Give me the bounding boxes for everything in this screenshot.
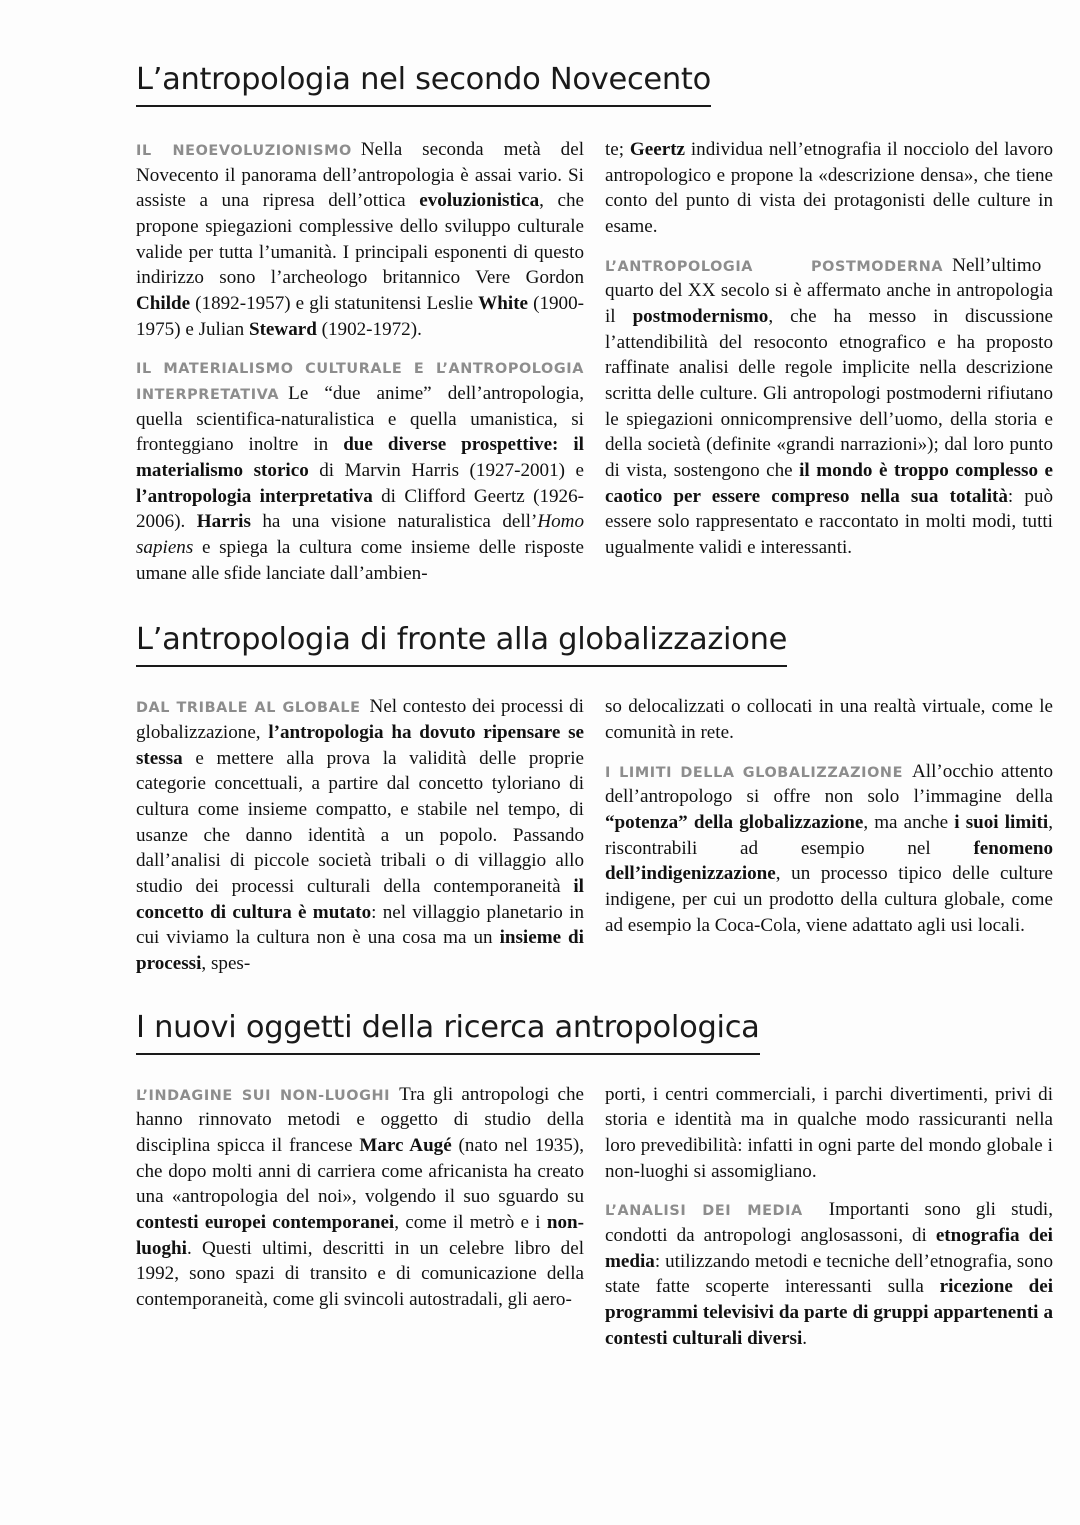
paragraph: [136, 1082, 584, 1313]
section-heading-wrap: [136, 622, 1053, 667]
section-heading-wrap: [136, 62, 1053, 107]
page-content: [136, 62, 1053, 1351]
paragraph-text: te; Geertz individua nell’etnografia il nocciolo del lavoro antropologico e propone la «descrizione densa», che tiene conto del punto di vista dei protagonisti delle culture in esame.: [605, 138, 1053, 237]
section-globalizzazione: [136, 622, 1053, 976]
paragraph-text: so delocalizzati o collocati in una realtà virtuale, come le comunità in rete.: [605, 696, 1053, 744]
paragraph: [605, 1082, 1053, 1185]
column-right: [605, 1082, 1053, 1352]
section-heading: L’antropologia di fronte alla globalizzazione: [136, 622, 787, 667]
two-column-body: [136, 694, 1053, 976]
column-right: [605, 137, 1053, 586]
paragraph-lead-label: L’ANALISI DEI MEDIA: [605, 1203, 803, 1220]
section-nuovi-oggetti: [136, 1010, 1053, 1352]
paragraph: [136, 355, 584, 586]
section-secondo-novecento: [136, 62, 1053, 586]
column-left: [136, 694, 584, 976]
paragraph: [605, 253, 1053, 561]
paragraph-text: Nel contesto dei processi di globalizzazione, l’antropologia ha dovuto ripensare se stessa e mettere alla prova la validità delle proprie categorie concettuali, a partire dal concetto tyloriano di cultura come insieme compatto, e stabile nel tempo, di usanze che danno identità a un popolo. Passando dall’analisi di piccole società tribali o di villaggio allo studio dei processi culturali della contemporaneità il concetto di cultura è mutato: nel villaggio planetario in cui viviamo la cultura non è una cosa ma un insieme di processi, spes-: [136, 696, 584, 975]
paragraph-lead-label: IL NEOEVOLUZIONISMO: [136, 142, 352, 159]
paragraph-text: Nella seconda metà del Novecento il panorama dell’antropologia è assai vario. Si assiste a una ripresa dell’ottica evoluzionistica, che propone spiegazioni complessive dello sviluppo culturale valide per tutta l’umanità. I principali esponenti di questo indirizzo sono l’archeologo britannico Vere Gordon Childe (1892-1957) e gli statunitensi Leslie White (1900-1975) e Julian Steward (1902-1972).: [136, 138, 584, 340]
paragraph: [605, 694, 1053, 745]
paragraph-text: Nell’ultimo quarto del XX secolo si è affermato anche in antropologia il postmodernismo, che ha messo in discussione l’attendibilità del resoconto etnografico e ha proposto raffinate analisi delle regole implicite nella descrizione scritta delle culture. Gli antropologi postmoderni rifiutano le spiegazioni onnicomprensive dell’uomo, della storia e della società (definite «grandi narrazioni»); dal loro punto di vista, sostengono che il mondo è troppo complesso e caotico per essere compreso nella sua totalità: può essere solo rappresentato e raccontato in molti modi, tutti ugualmente validi e interessanti.: [605, 254, 1053, 559]
column-left: [136, 137, 584, 586]
column-right: [605, 694, 1053, 976]
paragraph: [136, 137, 584, 342]
paragraph: [605, 1197, 1053, 1351]
paragraph-lead-label: IL MATERIALISMO CULTURALE E L’ANTROPOLOGIA INTERPRETATIVA: [136, 361, 584, 404]
paragraph-text: Importanti sono gli studi, condotti da antropologi anglosassoni, di etnografia dei media: utilizzando metodi e tecniche dell’etnografia, sono state fatte scoperte interessanti sulla ricezione dei programmi televisivi da parte di gruppi appartenenti a contesti culturali diversi.: [605, 1199, 1054, 1349]
paragraph: [136, 694, 584, 976]
paragraph-lead-label: I LIMITI DELLA GLOBALIZZAZIONE: [605, 764, 904, 781]
column-left: [136, 1082, 584, 1352]
section-heading-wrap: [136, 1010, 1053, 1055]
paragraph-lead-label-2: POSTMODERNA: [811, 258, 944, 275]
paragraph-lead-label: L’ANTROPOLOGIA: [605, 258, 754, 275]
paragraph-text: porti, i centri commerciali, i parchi divertimenti, privi di storia e identità ma in qualche modo rassicuranti nella loro prevedibilità: infatti in ogni parte del mondo globale i non-luoghi si assomigliano.: [605, 1083, 1053, 1182]
paragraph-text: Tra gli antropologi che hanno rinnovato metodi e oggetto di studio della disciplina spicca il francese Marc Augé (nato nel 1935), che dopo molti anni di carriera come africanista ha creato una «antropologia del noi», volgendo il suo sguardo su contesti europei contemporanei, come il metrò e i non-luoghi. Questi ultimi, descritti in un celebre libro del 1992, sono spazi di transito e di comunicazione della contemporaneità, come gli svincoli autostradali, gli aero-: [136, 1083, 584, 1311]
paragraph: [605, 759, 1053, 939]
section-heading: I nuovi oggetti della ricerca antropologica: [136, 1010, 760, 1055]
paragraph-text: Le “due anime” dell’antropologia, quella scientifica-naturalistica e quella umanistica, si fronteggiano inoltre in due diverse prospettive: il materialismo storico di Marvin Harris (1927-2001) e l’antropologia interpretativa di Clifford Geertz (1926-2006). Harris ha una visione naturalistica dell’Homo sapiens e spiega la cultura come insieme delle risposte umane alle sfide lanciate dall’ambien-: [136, 383, 584, 584]
two-column-body: [136, 1082, 1053, 1352]
two-column-body: [136, 137, 1053, 586]
section-heading: L’antropologia nel secondo Novecento: [136, 62, 711, 107]
paragraph-lead-label: DAL TRIBALE AL GLOBALE: [136, 700, 361, 717]
paragraph: [605, 137, 1053, 240]
paragraph-lead-label: L’INDAGINE SUI NON-LUOGHI: [136, 1087, 391, 1104]
paragraph-text: All’occhio attento dell’antropologo si offre non solo l’immagine della “potenza” della globalizzazione, ma anche i suoi limiti, riscontrabili ad esempio nel fenomeno dell’indigenizzazione, un processo tipico delle culture indigene, per cui un prodotto della cultura globale, come ad esempio la Coca-Cola, viene adattato agli usi locali.: [605, 760, 1053, 936]
